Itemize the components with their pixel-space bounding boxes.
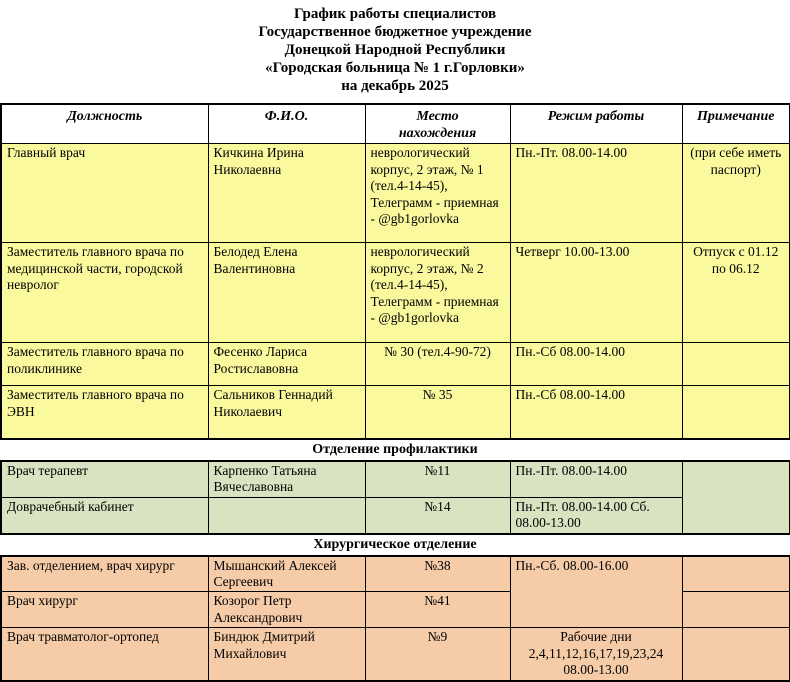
name-cell: Фесенко Лариса Ростиславовна — [208, 343, 365, 386]
location-cell: №11 — [365, 461, 510, 497]
name-cell: Сальников Геннадий Николаевич — [208, 386, 365, 439]
name-cell — [208, 497, 365, 533]
title-line: График работы специалистов — [293, 6, 497, 22]
location-cell: №14 — [365, 497, 510, 533]
note-cell — [682, 592, 790, 628]
location-cell: неврологический корпус, 2 этаж, № 1 (тел.4-14-45), Телеграмм - приемная - @gb1gorlovka — [365, 144, 510, 243]
position-cell: Заместитель главного врача по ЭВН — [1, 386, 208, 439]
location-cell: № 35 — [365, 386, 510, 439]
note-cell: Отпуск с 01.12 по 06.12 — [682, 243, 790, 343]
position-cell: Врач терапевт — [1, 461, 208, 497]
position-cell: Зав. отделением, врач хирург — [1, 556, 208, 592]
location-cell: №41 — [365, 592, 510, 628]
schedule-cell: Пн.-Сб. 08.00-16.00 — [510, 556, 682, 628]
table-row — [1, 386, 790, 439]
schedule-cell: Пн.-Пт. 08.00-14.00 — [510, 144, 682, 243]
table-row — [1, 343, 790, 386]
column-header-name: Ф.И.О. — [208, 104, 365, 144]
name-cell: Белодед Елена Валентиновна — [208, 243, 365, 343]
section-title-prophylaxis: Отделение профилактики — [0, 440, 790, 460]
surgery-table — [0, 555, 790, 682]
title-line: Донецкой Народной Республики — [284, 42, 506, 58]
location-cell: № 30 (тел.4-90-72) — [365, 343, 510, 386]
name-cell: Карпенко Татьяна Вячеславовна — [208, 461, 365, 497]
note-cell — [682, 386, 790, 439]
column-header-note: Примечание — [682, 104, 790, 144]
column-header-location: Место нахождения — [365, 104, 510, 144]
administration-table — [0, 103, 790, 440]
column-header-schedule: Режим работы — [510, 104, 682, 144]
table-row — [1, 628, 790, 681]
schedule-cell: Пн.-Сб 08.00-14.00 — [510, 386, 682, 439]
position-cell: Заместитель главного врача по поликлинике — [1, 343, 208, 386]
location-cell: №38 — [365, 556, 510, 592]
name-cell: Биндюк Дмитрий Михайлович — [208, 628, 365, 681]
column-header-position: Должность — [1, 104, 208, 144]
table-row — [1, 144, 790, 243]
table-header-row — [1, 104, 790, 144]
schedule-cell: Рабочие дни 2,4,11,12,16,17,19,23,24 08.00-13.00 — [510, 628, 682, 681]
table-row — [1, 461, 790, 497]
location-cell: №9 — [365, 628, 510, 681]
note-cell — [682, 628, 790, 681]
schedule-cell: Четверг 10.00-13.00 — [510, 243, 682, 343]
schedule-cell: Пн.-Пт. 08.00-14.00 Сб. 08.00-13.00 — [510, 497, 682, 533]
note-cell — [682, 556, 790, 592]
position-cell: Врач травматолог-ортопед — [1, 628, 208, 681]
name-cell: Козорог Петр Александрович — [208, 592, 365, 628]
table-row — [1, 497, 790, 533]
position-cell: Главный врач — [1, 144, 208, 243]
position-cell: Заместитель главного врача по медицинской части, городской невролог — [1, 243, 208, 343]
table-row — [1, 243, 790, 343]
note-cell — [682, 461, 790, 534]
note-cell — [682, 343, 790, 386]
position-cell: Доврачебный кабинет — [1, 497, 208, 533]
title-line: на декабрь 2025 — [341, 78, 449, 94]
table-row — [1, 556, 790, 592]
title-line: «Городская больница № 1 г.Горловки» — [265, 60, 525, 76]
location-cell: неврологический корпус, 2 этаж, № 2 (тел.4-14-45), Телеграмм - приемная - @gb1gorlovka — [365, 243, 510, 343]
name-cell: Мышанский Алексей Сергеевич — [208, 556, 365, 592]
schedule-cell: Пн.-Сб 08.00-14.00 — [510, 343, 682, 386]
section-title-surgery: Хирургическое отделение — [0, 535, 790, 555]
title-line: Государственное бюджетное учреждение — [258, 24, 532, 40]
document-title — [0, 0, 790, 95]
name-cell: Кичкина Ирина Николаевна — [208, 144, 365, 243]
note-cell: (при себе иметь паспорт) — [682, 144, 790, 243]
position-cell: Врач хирург — [1, 592, 208, 628]
schedule-cell: Пн.-Пт. 08.00-14.00 — [510, 461, 682, 497]
prophylaxis-table — [0, 460, 790, 535]
